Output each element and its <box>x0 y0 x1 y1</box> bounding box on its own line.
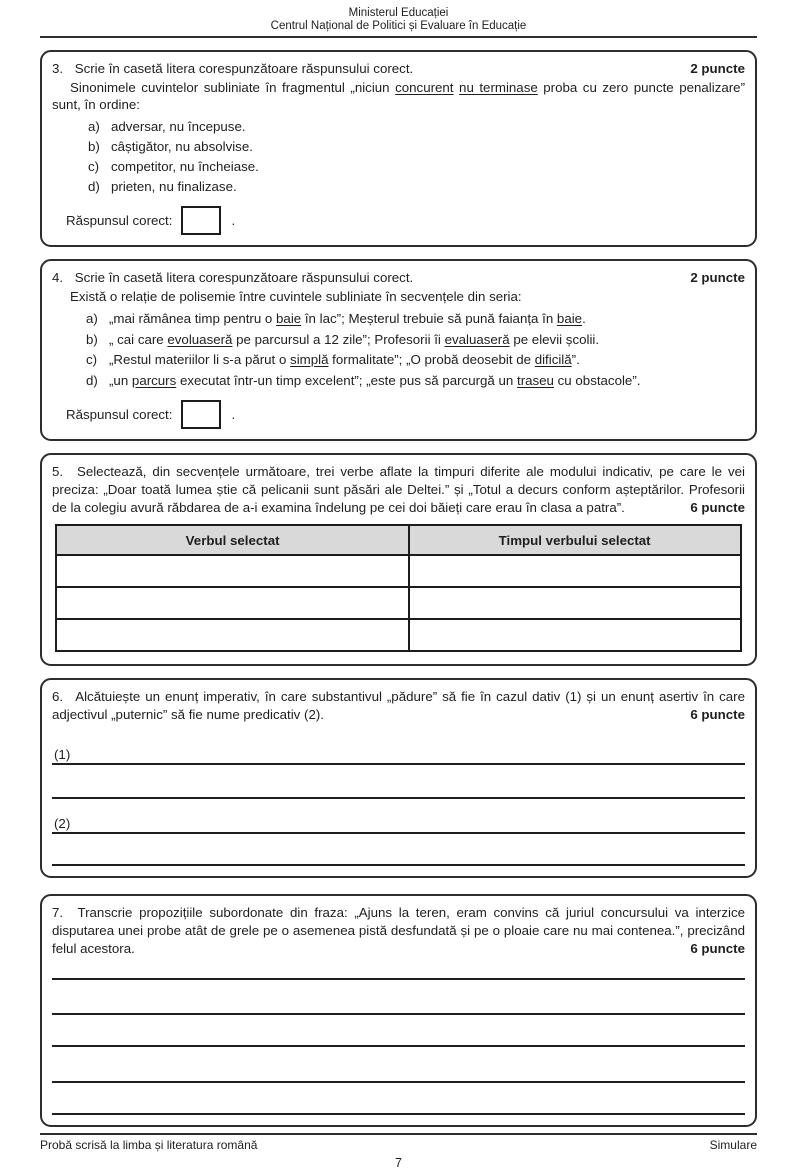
answer-period: . <box>231 212 236 228</box>
question-4-prompt: Scrie în casetă litera corespunzătoare răspunsului corect. <box>74 270 414 285</box>
question-3-intro: Sinonimele cuvintelor subliniate în fragmentul „niciun concurent nu terminase proba cu zero puncte penalizare” sunt, în ordine: <box>52 80 745 112</box>
question-6-box <box>40 678 757 878</box>
option-text: adversar, nu începuse. <box>111 119 246 134</box>
write-line-2[interactable] <box>52 765 745 799</box>
option-letter: d) <box>88 179 100 194</box>
page-number: 7 <box>395 1156 402 1170</box>
option-letter: b) <box>88 139 100 154</box>
question-3-prompt: Scrie în casetă litera corespunzătoare răspunsului corect. <box>74 61 414 76</box>
footer-simulare: Simulare <box>709 1138 757 1152</box>
header-center: Centrul Național de Politici și Evaluare în Educație <box>270 20 527 32</box>
write-line-label-2: (2) <box>54 816 71 831</box>
option-text: „un parcurs executat într-un timp excelent”; „este pus să parcurgă un traseu cu obstacole”. <box>109 372 641 388</box>
question-6-text-line <box>52 688 745 724</box>
table-cell-tense-1[interactable] <box>409 555 741 587</box>
question-4-prompt-line <box>52 269 745 287</box>
option-letter: c) <box>88 159 100 174</box>
option-letter: a) <box>88 119 100 134</box>
option-row <box>88 117 745 137</box>
option-letter: a) <box>86 311 98 326</box>
question-5-number: 5. <box>52 464 64 479</box>
answer-input-box[interactable] <box>181 206 221 235</box>
question-7-points: 6 puncte <box>690 941 745 956</box>
question-5-box <box>40 453 757 666</box>
option-text: competitor, nu încheiase. <box>111 159 259 174</box>
write-line-3[interactable] <box>52 799 745 834</box>
table-header-tense: Timpul verbului selectat <box>409 525 741 555</box>
question-3-points: 2 puncte <box>690 61 745 76</box>
option-text: câștigător, nu absolvise. <box>111 139 253 154</box>
question-7-text: Transcrie propozițiile subordonate din fraza: „Ajuns la teren, eram convins că juriul concursului va interzice disputarea unei probe atât de grele pe o asemenea pistă desfundată și pe o ploaie care nu mai contenea.”, precizând felul acestora. <box>52 905 745 956</box>
question-5-text: Selectează, din secvențele următoare, trei verbe aflate la timpuri diferite ale modului indicativ, pe care le vei preciza: „Doar toată lumea știe că pelicanii sunt păsări ale Deltei.” și „Totul a decurs conform așteptărilor. Profesorii de la colegiu avură răbdarea de a-i examina îndelung pe cei doi băieți care erau în clasa a patra”. <box>52 464 745 515</box>
question-3-box <box>40 50 757 247</box>
answer-input-box[interactable] <box>181 400 221 429</box>
question-3-number: 3. <box>52 61 64 76</box>
question-4-answer-row <box>66 399 745 429</box>
question-3-prompt-line <box>52 60 745 78</box>
option-text: „mai rămânea timp pentru o baie în lac”; Meșterul trebuie să pună faianța în baie. <box>109 311 586 326</box>
option-row <box>86 350 745 371</box>
option-text: „ cai care evoluaseră pe parcursul a 12 zile”; Profesorii îi evaluaseră pe elevii școlii. <box>109 331 600 347</box>
option-row <box>86 371 745 392</box>
option-row <box>88 137 745 157</box>
table-header-verb: Verbul selectat <box>56 525 408 555</box>
table-cell-tense-3[interactable] <box>409 619 741 651</box>
table-row <box>56 619 740 651</box>
question-7-number: 7. <box>52 905 64 920</box>
write-line-5[interactable] <box>52 1083 745 1115</box>
option-text: „Restul materiilor li s-a părut o simplă formalitate”; „O probă deosebit de dificilă”. <box>109 352 580 367</box>
question-5-text-line <box>52 463 745 517</box>
question-4-number: 4. <box>52 270 64 285</box>
verbs-table <box>55 524 741 652</box>
answer-label: Răspunsul corect: <box>66 212 173 228</box>
question-7-text-line <box>52 904 745 958</box>
question-3-options <box>88 117 745 197</box>
header-ministry: Ministerul Educației <box>348 7 449 19</box>
write-line-2[interactable] <box>52 980 745 1015</box>
table-cell-tense-2[interactable] <box>409 587 741 619</box>
option-row <box>86 330 745 351</box>
write-line-3[interactable] <box>52 1015 745 1047</box>
option-letter: c) <box>86 352 98 367</box>
write-line-4[interactable] <box>52 834 745 866</box>
question-7-box <box>40 894 757 1127</box>
question-4-box <box>40 259 757 441</box>
question-5-points: 6 puncte <box>690 500 745 515</box>
question-3-answer-row <box>66 205 745 235</box>
table-cell-verb-1[interactable] <box>56 555 408 587</box>
question-4-points: 2 puncte <box>690 270 745 285</box>
header-divider <box>40 36 757 38</box>
option-row <box>88 177 745 197</box>
option-letter: b) <box>86 331 98 347</box>
page-footer <box>40 1135 757 1152</box>
table-header-row <box>56 525 740 555</box>
write-line-label-1: (1) <box>54 747 71 762</box>
question-4-intro: Există o relație de polisemie între cuvintele subliniate în secvențele din seria: <box>70 289 522 304</box>
write-line-1[interactable] <box>52 724 745 765</box>
question-4-options <box>86 309 745 391</box>
option-text: prieten, nu finalizase. <box>111 179 237 194</box>
option-row <box>88 157 745 177</box>
page-header <box>40 4 757 33</box>
option-letter: d) <box>86 372 98 388</box>
table-row <box>56 587 740 619</box>
write-line-1[interactable] <box>52 958 745 980</box>
footer-exam-name: Probă scrisă la limba și literatura română <box>40 1138 258 1152</box>
answer-period: . <box>231 406 236 422</box>
question-6-points: 6 puncte <box>690 707 745 722</box>
question-6-number: 6. <box>52 689 64 704</box>
question-6-text: Alcătuiește un enunț imperativ, în care substantivul „pădure” să fie în cazul dativ (1) și un enunț asertiv în care adjectivul „puternic” să fie nume predicativ (2). <box>52 689 745 722</box>
table-row <box>56 555 740 587</box>
write-line-4[interactable] <box>52 1047 745 1083</box>
answer-label: Răspunsul corect: <box>66 406 173 422</box>
table-cell-verb-3[interactable] <box>56 619 408 651</box>
option-row <box>86 309 745 330</box>
table-cell-verb-2[interactable] <box>56 587 408 619</box>
